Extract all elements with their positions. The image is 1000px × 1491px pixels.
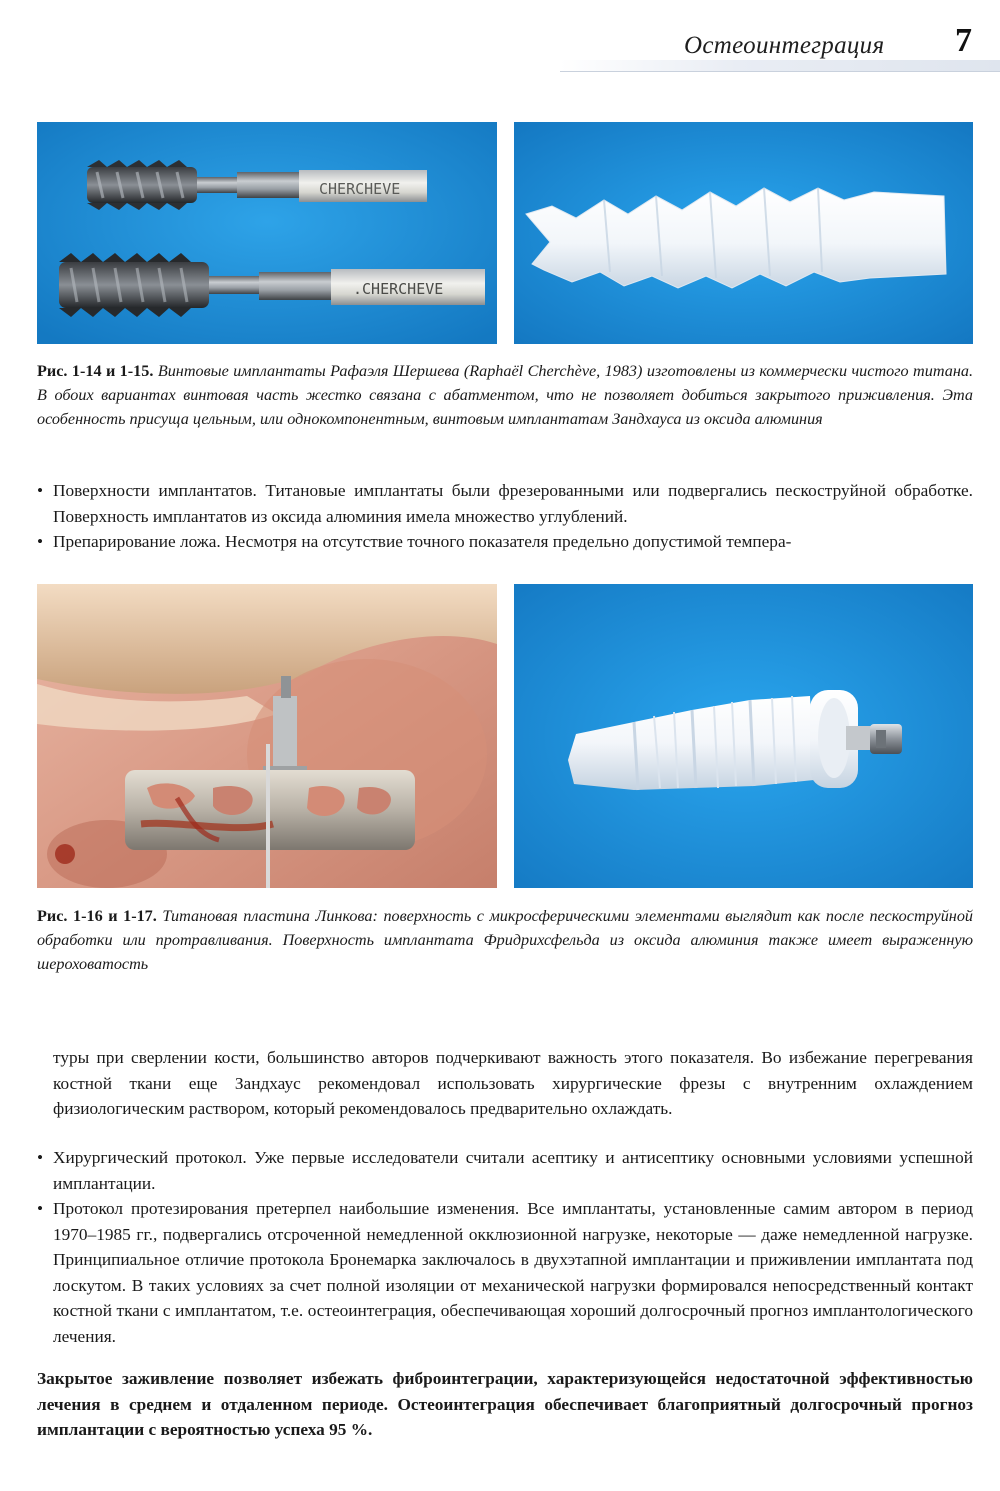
engraving-top: CHERCHEVE — [319, 180, 401, 198]
page-number: 7 — [955, 22, 972, 59]
page-header — [0, 0, 1000, 74]
bullet-list-top — [37, 478, 973, 555]
bullet-marker: • — [37, 1148, 44, 1167]
list-item-text: Препарирование ложа. Несмотря на отсутствие точного показателя предельно допустимой темпера- — [53, 532, 792, 551]
list-item — [37, 1145, 973, 1196]
engraving-bottom: .CHERCHEVE — [353, 280, 444, 298]
header-rule — [560, 71, 1000, 72]
list-item — [37, 478, 973, 529]
conclusion-paragraph: Закрытое заживление позволяет избежать фиброинтеграции, характеризующейся недостаточной эффективностью лечения в среднем и отдаленном периоде. Остеоинтеграция обеспечивает благоприятный долгосрочный прогноз имплантации с вероятностью успеха 95 %. — [37, 1369, 973, 1439]
caption-text: Винтовые имплантаты Рафаэля Шершева (Raphaël Cherchève, 1983) изготовлены из коммерчески чистого титана. В обоих вариантах винтовая часть жестко связана с абатментом, что не позволяет добиться закрытого приживления. Эта особенность присуща цельным, или однокомпонентным, винтовым имплантатам Зандхауса из оксида алюминия — [37, 362, 973, 428]
list-item — [37, 1196, 973, 1349]
screw-implants-illustration — [37, 122, 497, 344]
friedrichsfeld-implant-illustration — [514, 584, 973, 888]
figure-1-14-photo — [37, 122, 497, 344]
figure-1-15-photo — [514, 122, 973, 344]
list-item — [37, 529, 973, 555]
caption-label: Рис. 1-14 и 1-15. — [37, 362, 154, 380]
list-item-text: Хирургический протокол. Уже первые исследователи считали асептику и антисептику основными условиями успешной имплантации. — [53, 1148, 973, 1193]
bullet-list-bottom — [37, 1145, 973, 1349]
figure-caption-1-16-1-17 — [37, 904, 973, 976]
bullet-marker: • — [37, 1199, 44, 1218]
figure-1-17-photo — [514, 584, 973, 888]
continuation-paragraph: туры при сверлении кости, большинство авторов подчеркивают важность этого показателя. Во избежание перегревания костной ткани еще Зандхаус рекомендовал использовать хирургические фрезы с внутренним охлаждением физиологическим раствором, который рекомендовалось предварительно охлаждать. — [53, 1048, 973, 1118]
caption-label: Рис. 1-16 и 1-17. — [37, 907, 157, 925]
alumina-implant-illustration — [514, 122, 973, 344]
linkow-plate-illustration — [37, 584, 497, 888]
figure-caption-1-14-1-15 — [37, 359, 973, 431]
bullet-marker: • — [37, 532, 44, 551]
list-item-text: Протокол протезирования претерпел наибольшие изменения. Все имплантаты, установленные самим автором в период 1970–1985 гг., подвергались отсроченной немедленной окклюзионной нагрузке, некоторые — даже немедленной нагрузке. Принципиальное отличие протокола Бронемарка заключалось в двухэтапной имплантации и приживлении имплантата под лоскутом. В таких условиях за счет полной изоляции от механической нагрузки формировался непосредственный контакт костной ткани с имплантатом, т.е. остеоинтеграция, обеспечивающая хороший долгосрочный прогноз имплантологического лечения. — [53, 1199, 973, 1346]
bullet-marker: • — [37, 481, 44, 500]
running-title: Остеоинтеграция — [684, 32, 885, 59]
list-item-text: Поверхности имплантатов. Титановые имплантаты были фрезерованными или подвергались пескоструйной обработке. Поверхность имплантатов из оксида алюминия имела множество углублений. — [53, 481, 973, 526]
caption-text: Титановая пластина Линкова: поверхность с микросферическими элементами выглядит как после пескоструйной обработки или протравливания. Поверхность имплантата Фридрихсфельда из оксида алюминия также имеет выраженную шероховатость — [37, 907, 974, 973]
figure-1-16-photo — [37, 584, 497, 888]
